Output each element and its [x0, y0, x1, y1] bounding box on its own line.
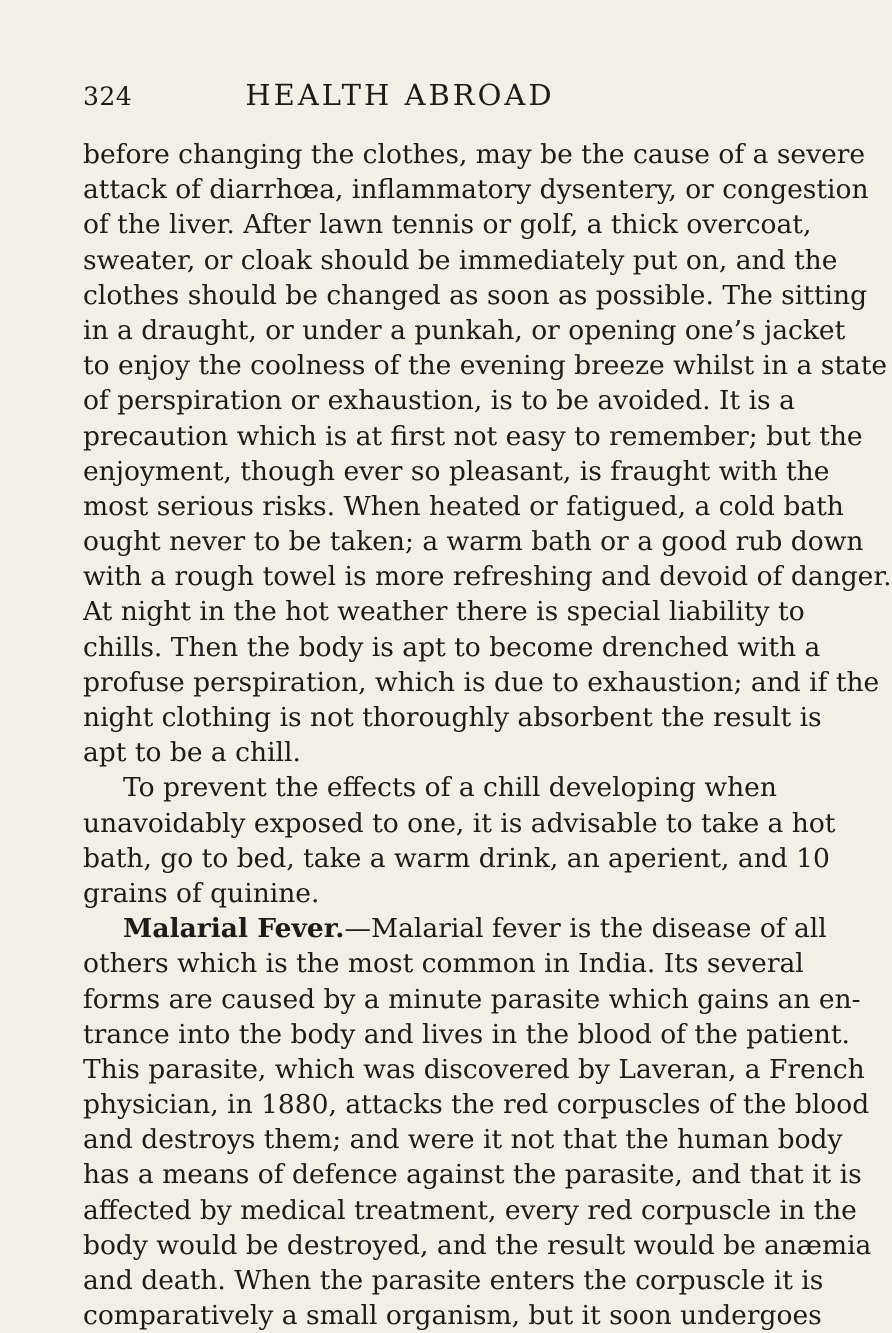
text-line: of perspiration or exhaustion, is to be avoided. It is a — [83, 385, 795, 417]
running-head: HEALTH ABROAD — [245, 78, 555, 112]
text-line: precaution which is at first not easy to remember; but the — [83, 420, 863, 452]
text-line: with a rough towel is more refreshing and devoid of danger. — [83, 561, 892, 593]
text-line: forms are caused by a minute parasite which gains an en- — [83, 983, 861, 1015]
body-text — [83, 137, 892, 1333]
text-line: bath, go to bed, take a warm drink, an aperient, and 10 — [83, 842, 830, 874]
text-line: sweater, or cloak should be immediately put on, and the — [83, 244, 838, 276]
text-line: most serious risks. When heated or fatigued, a cold bath — [83, 490, 844, 522]
text-line-continuation: —Malarial fever is the disease of all — [344, 913, 827, 945]
text-line: night clothing is not thoroughly absorbent the result is — [83, 702, 822, 733]
text-line: apt to be a chill. — [83, 737, 301, 769]
text-line: in a draught, or under a punkah, or opening one’s jacket — [83, 314, 846, 346]
text-line: grains of quinine. — [83, 877, 320, 909]
page-header — [0, 78, 800, 118]
text-line: has a means of defence against the parasite, and that it is — [83, 1159, 862, 1191]
text-line: enjoyment, though ever so pleasant, is fraught with the — [83, 455, 830, 487]
text-line: chills. Then the body is apt to become drenched with a — [83, 631, 821, 663]
text-line: to enjoy the coolness of the evening breeze whilst in a state — [83, 350, 888, 382]
text-line: others which is the most common in India. Its several — [83, 948, 804, 980]
text-line: unavoidably exposed to one, it is advisable to take a hot — [83, 807, 836, 839]
text-line: At night in the hot weather there is special liability to — [83, 596, 805, 628]
text-line: body would be destroyed, and the result would be anæmia — [83, 1229, 872, 1261]
text-line: trance into the body and lives in the blood of the patient. — [83, 1018, 850, 1050]
text-line: of the liver. After lawn tennis or golf, a thick overcoat, — [83, 209, 812, 241]
text-line: and destroys them; and were it not that the human body — [83, 1124, 843, 1156]
text-line: This parasite, which was discovered by Laveran, a French — [83, 1053, 865, 1085]
text-line — [83, 911, 827, 946]
text-line: profuse perspiration, which is due to exhaustion; and if the — [83, 666, 880, 698]
page-number: 324 — [83, 82, 133, 111]
text-line: affected by medical treatment, every red corpuscle in the — [83, 1194, 857, 1226]
section-heading: Malarial Fever. — [123, 913, 345, 945]
text-line: comparatively a small organism, but it soon undergoes — [83, 1300, 822, 1332]
text-line: and death. When the parasite enters the corpuscle it is — [83, 1265, 824, 1296]
text-line: clothes should be changed as soon as possible. The sitting — [83, 279, 868, 311]
text-line: attack of diarrhœa, inflammatory dysentery, or congestion — [83, 174, 869, 206]
text-line: before changing the clothes, may be the cause of a severe — [83, 139, 866, 170]
text-line: physician, in 1880, attacks the red corpuscles of the blood — [83, 1089, 870, 1121]
text-line: ought never to be taken; a warm bath or a good rub down — [83, 526, 864, 558]
text-line: To prevent the effects of a chill developing when — [123, 772, 777, 804]
